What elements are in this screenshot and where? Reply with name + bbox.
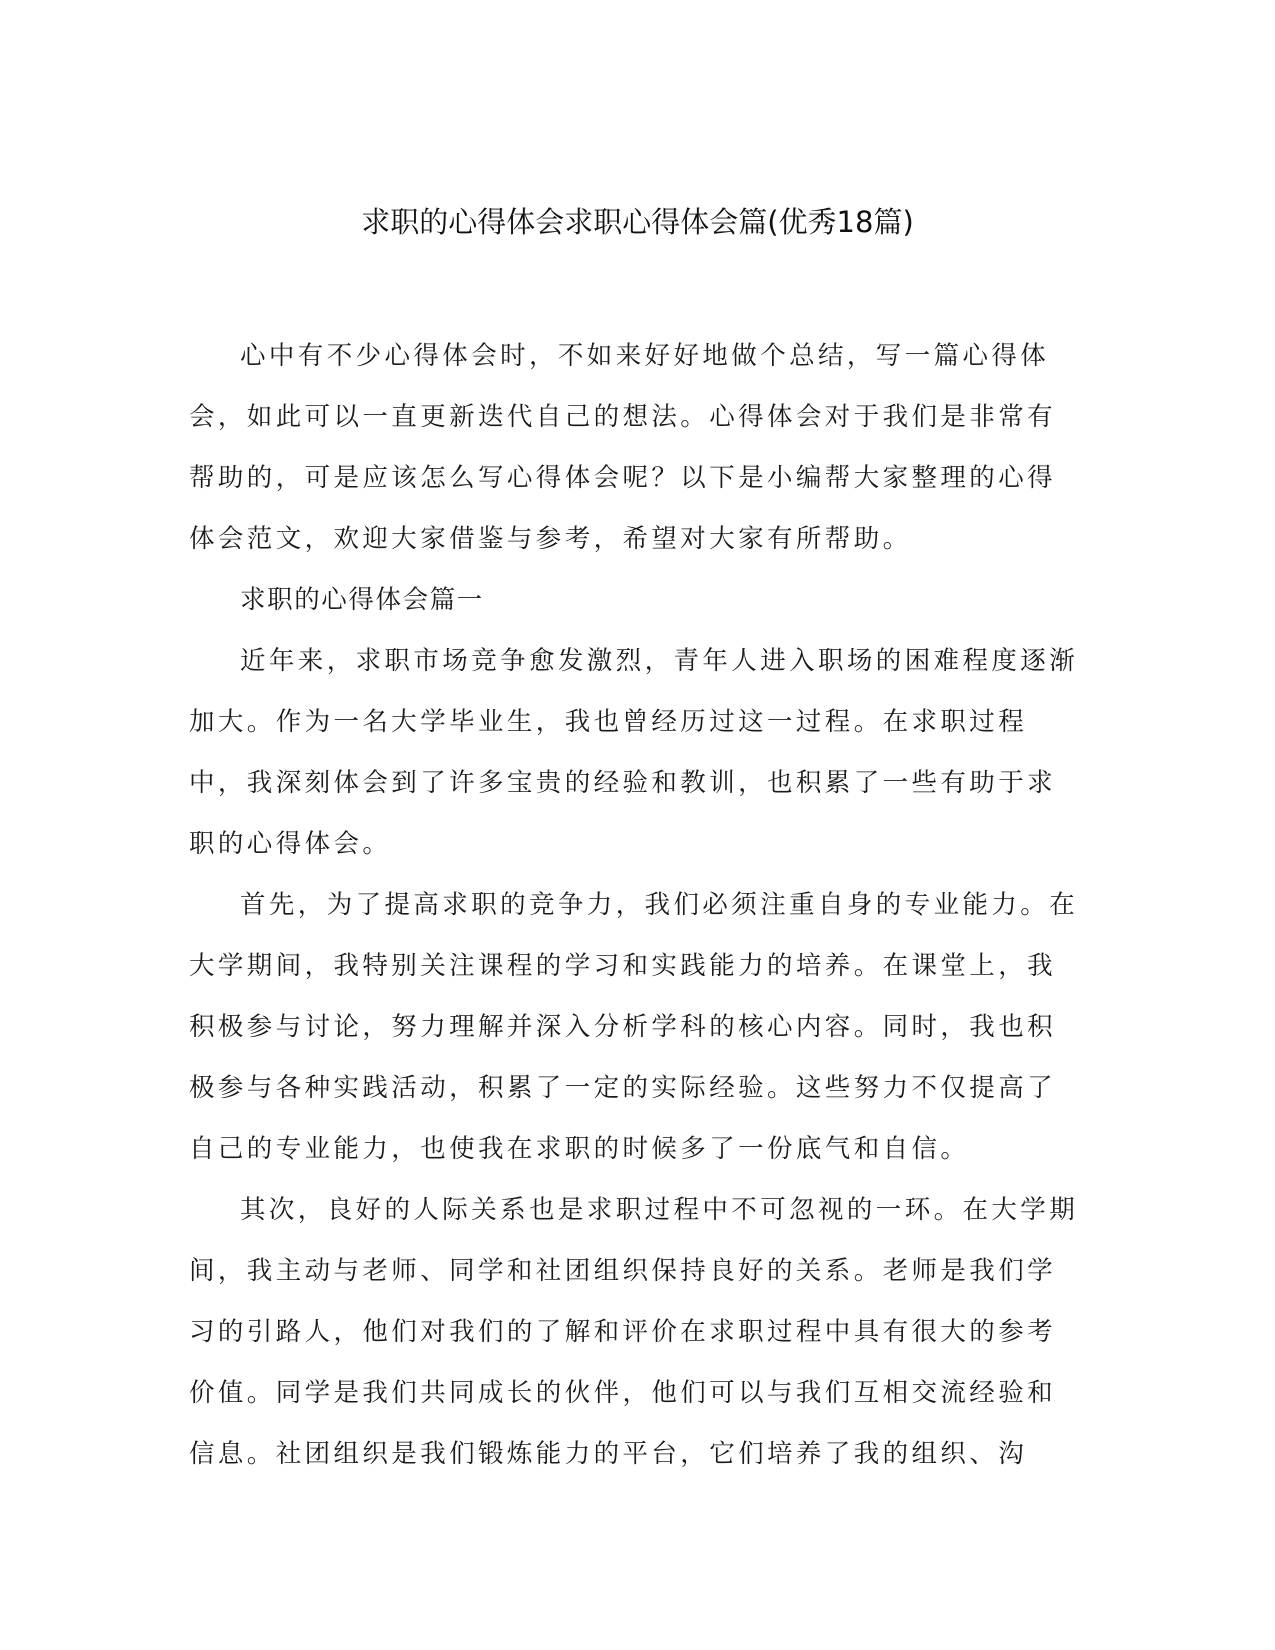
intro-paragraph: 心中有不少心得体会时，不如来好好地做个总结，写一篇心得体会，如此可以一直更新迭代自己的想法。心得体会对于我们是非常有帮助的，可是应该怎么写心得体会呢？以下是小编帮大家整理的心得体会范文，欢迎大家借鉴与参考，希望对大家有所帮助。 [189, 341, 1057, 554]
body-paragraph: 近年来，求职市场竞争愈发激烈，青年人进入职场的困难程度逐渐加大。作为一名大学毕业生，我也曾经历过这一过程。在求职过程中，我深刻体会到了许多宝贵的经验和教训，也积累了一些有助于求职的心得体会。 [189, 646, 1079, 859]
document-title: 求职的心得体会求职心得体会篇(优秀18篇) [361, 205, 914, 239]
section-heading: 求职的心得体会篇一 [240, 585, 484, 615]
document-body [189, 326, 1079, 1485]
body-paragraph: 首先，为了提高求职的竞争力，我们必须注重自身的专业能力。在大学期间，我特别关注课程的学习和实践能力的培养。在课堂上，我积极参与讨论，努力理解并深入分析学科的核心内容。同时，我也积极参与各种实践活动，积累了一定的实际经验。这些努力不仅提高了自己的专业能力，也使我在求职的时候多了一份底气和自信。 [189, 890, 1079, 1164]
body-paragraph: 其次，良好的人际关系也是求职过程中不可忽视的一环。在大学期间，我主动与老师、同学和社团组织保持良好的关系。老师是我们学习的引路人，他们对我们的了解和评价在求职过程中具有很大的参考价值。同学是我们共同成长的伙伴，他们可以与我们互相交流经验和信息。社团组织是我们锻炼能力的平台，它们培养了我的组织、沟 [189, 1195, 1079, 1469]
